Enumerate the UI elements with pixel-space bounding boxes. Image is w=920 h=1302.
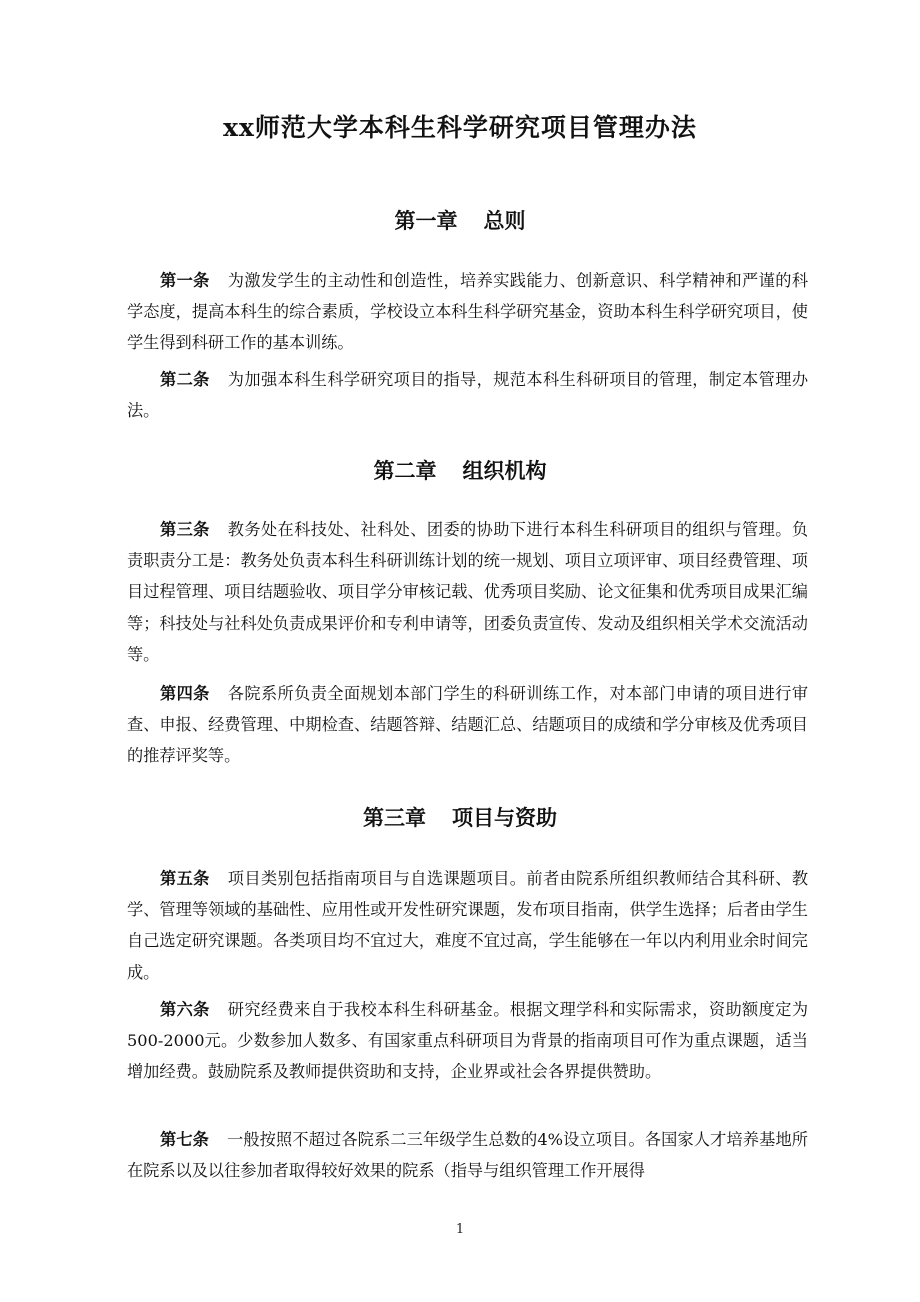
page-number: 1: [455, 1222, 465, 1237]
article-text: 为加强本科生科学研究项目的指导，规范本科生科研项目的管理，制定本管理办法。: [127, 370, 809, 421]
article-1: [127, 265, 808, 359]
article-2: [127, 364, 808, 426]
chapter-number: 第三章: [363, 805, 426, 830]
article-text: 研究经费来自于我校本科生科研基金。根据文理学科和实际需求，资助额度定为500-2000元。少数参加人数多、有国家重点科研项目为背景的指南项目可作为重点课题，适当增加经费。鼓励院系及教师提供资助和支持，企业界或社会各界提供赞助。: [127, 1000, 809, 1082]
chapter-heading-2: [0, 455, 920, 485]
article-label: 第四条: [160, 684, 210, 703]
article-label: 第五条: [160, 869, 210, 888]
article-3: [127, 514, 808, 670]
article-label: 第六条: [160, 1000, 210, 1019]
chapter-number: 第二章: [373, 458, 437, 483]
article-4: [127, 678, 808, 772]
article-7: [127, 1124, 808, 1186]
article-label: 第二条: [160, 370, 210, 389]
article-text: 项目类别包括指南项目与自选课题项目。前者由院系所组织教师结合其科研、教学、管理等领域的基础性、应用性或开发性研究课题，发布项目指南，供学生选择；后者由学生自己选定研究课题。各类项目均不宜过大，难度不宜过高，学生能够在一年以内利用业余时间完成。: [127, 869, 809, 982]
article-6: [127, 994, 808, 1088]
chapter-heading-3: [0, 802, 920, 832]
article-text: 教务处在科技处、社科处、团委的协助下进行本科生科研项目的组织与管理。负责职责分工是：教务处负责本科生科研训练计划的统一规划、项目立项评审、项目经费管理、项目过程管理、项目结题验收、项目学分审核记载、优秀项目奖励、论文征集和优秀项目成果汇编等；科技处与社科处负责成果评价和专利申请等，团委负责宣传、发动及组织相关学术交流活动等。: [127, 520, 809, 664]
article-label: 第一条: [160, 271, 210, 290]
chapter-title: 总则: [483, 208, 526, 233]
article-text: 一般按照不超过各院系二三年级学生总数的4%设立项目。各国家人才培养基地所在院系以及以往参加者取得较好效果的院系（指导与组织管理工作开展得: [127, 1130, 808, 1181]
article-text: 各院系所负责全面规划本部门学生的科研训练工作，对本部门申请的项目进行审查、申报、经费管理、中期检查、结题答辩、结题汇总、结题项目的成绩和学分审核及优秀项目的推荐评奖等。: [127, 684, 809, 766]
article-text: 为激发学生的主动性和创造性，培养实践能力、创新意识、科学精神和严谨的科学态度，提高本科生的综合素质，学校设立本科生科学研究基金，资助本科生科学研究项目，使学生得到科研工作的基本训练。: [127, 271, 809, 353]
chapter-title: 组织机构: [462, 458, 547, 483]
chapter-number: 第一章: [394, 208, 458, 233]
article-label: 第七条: [160, 1130, 209, 1149]
document-title: xx师范大学本科生科学研究项目管理办法: [223, 113, 697, 142]
chapter-heading-1: [0, 205, 920, 235]
article-5: [127, 863, 808, 988]
article-label: 第三条: [160, 520, 210, 539]
chapter-title: 项目与资助: [452, 805, 557, 830]
